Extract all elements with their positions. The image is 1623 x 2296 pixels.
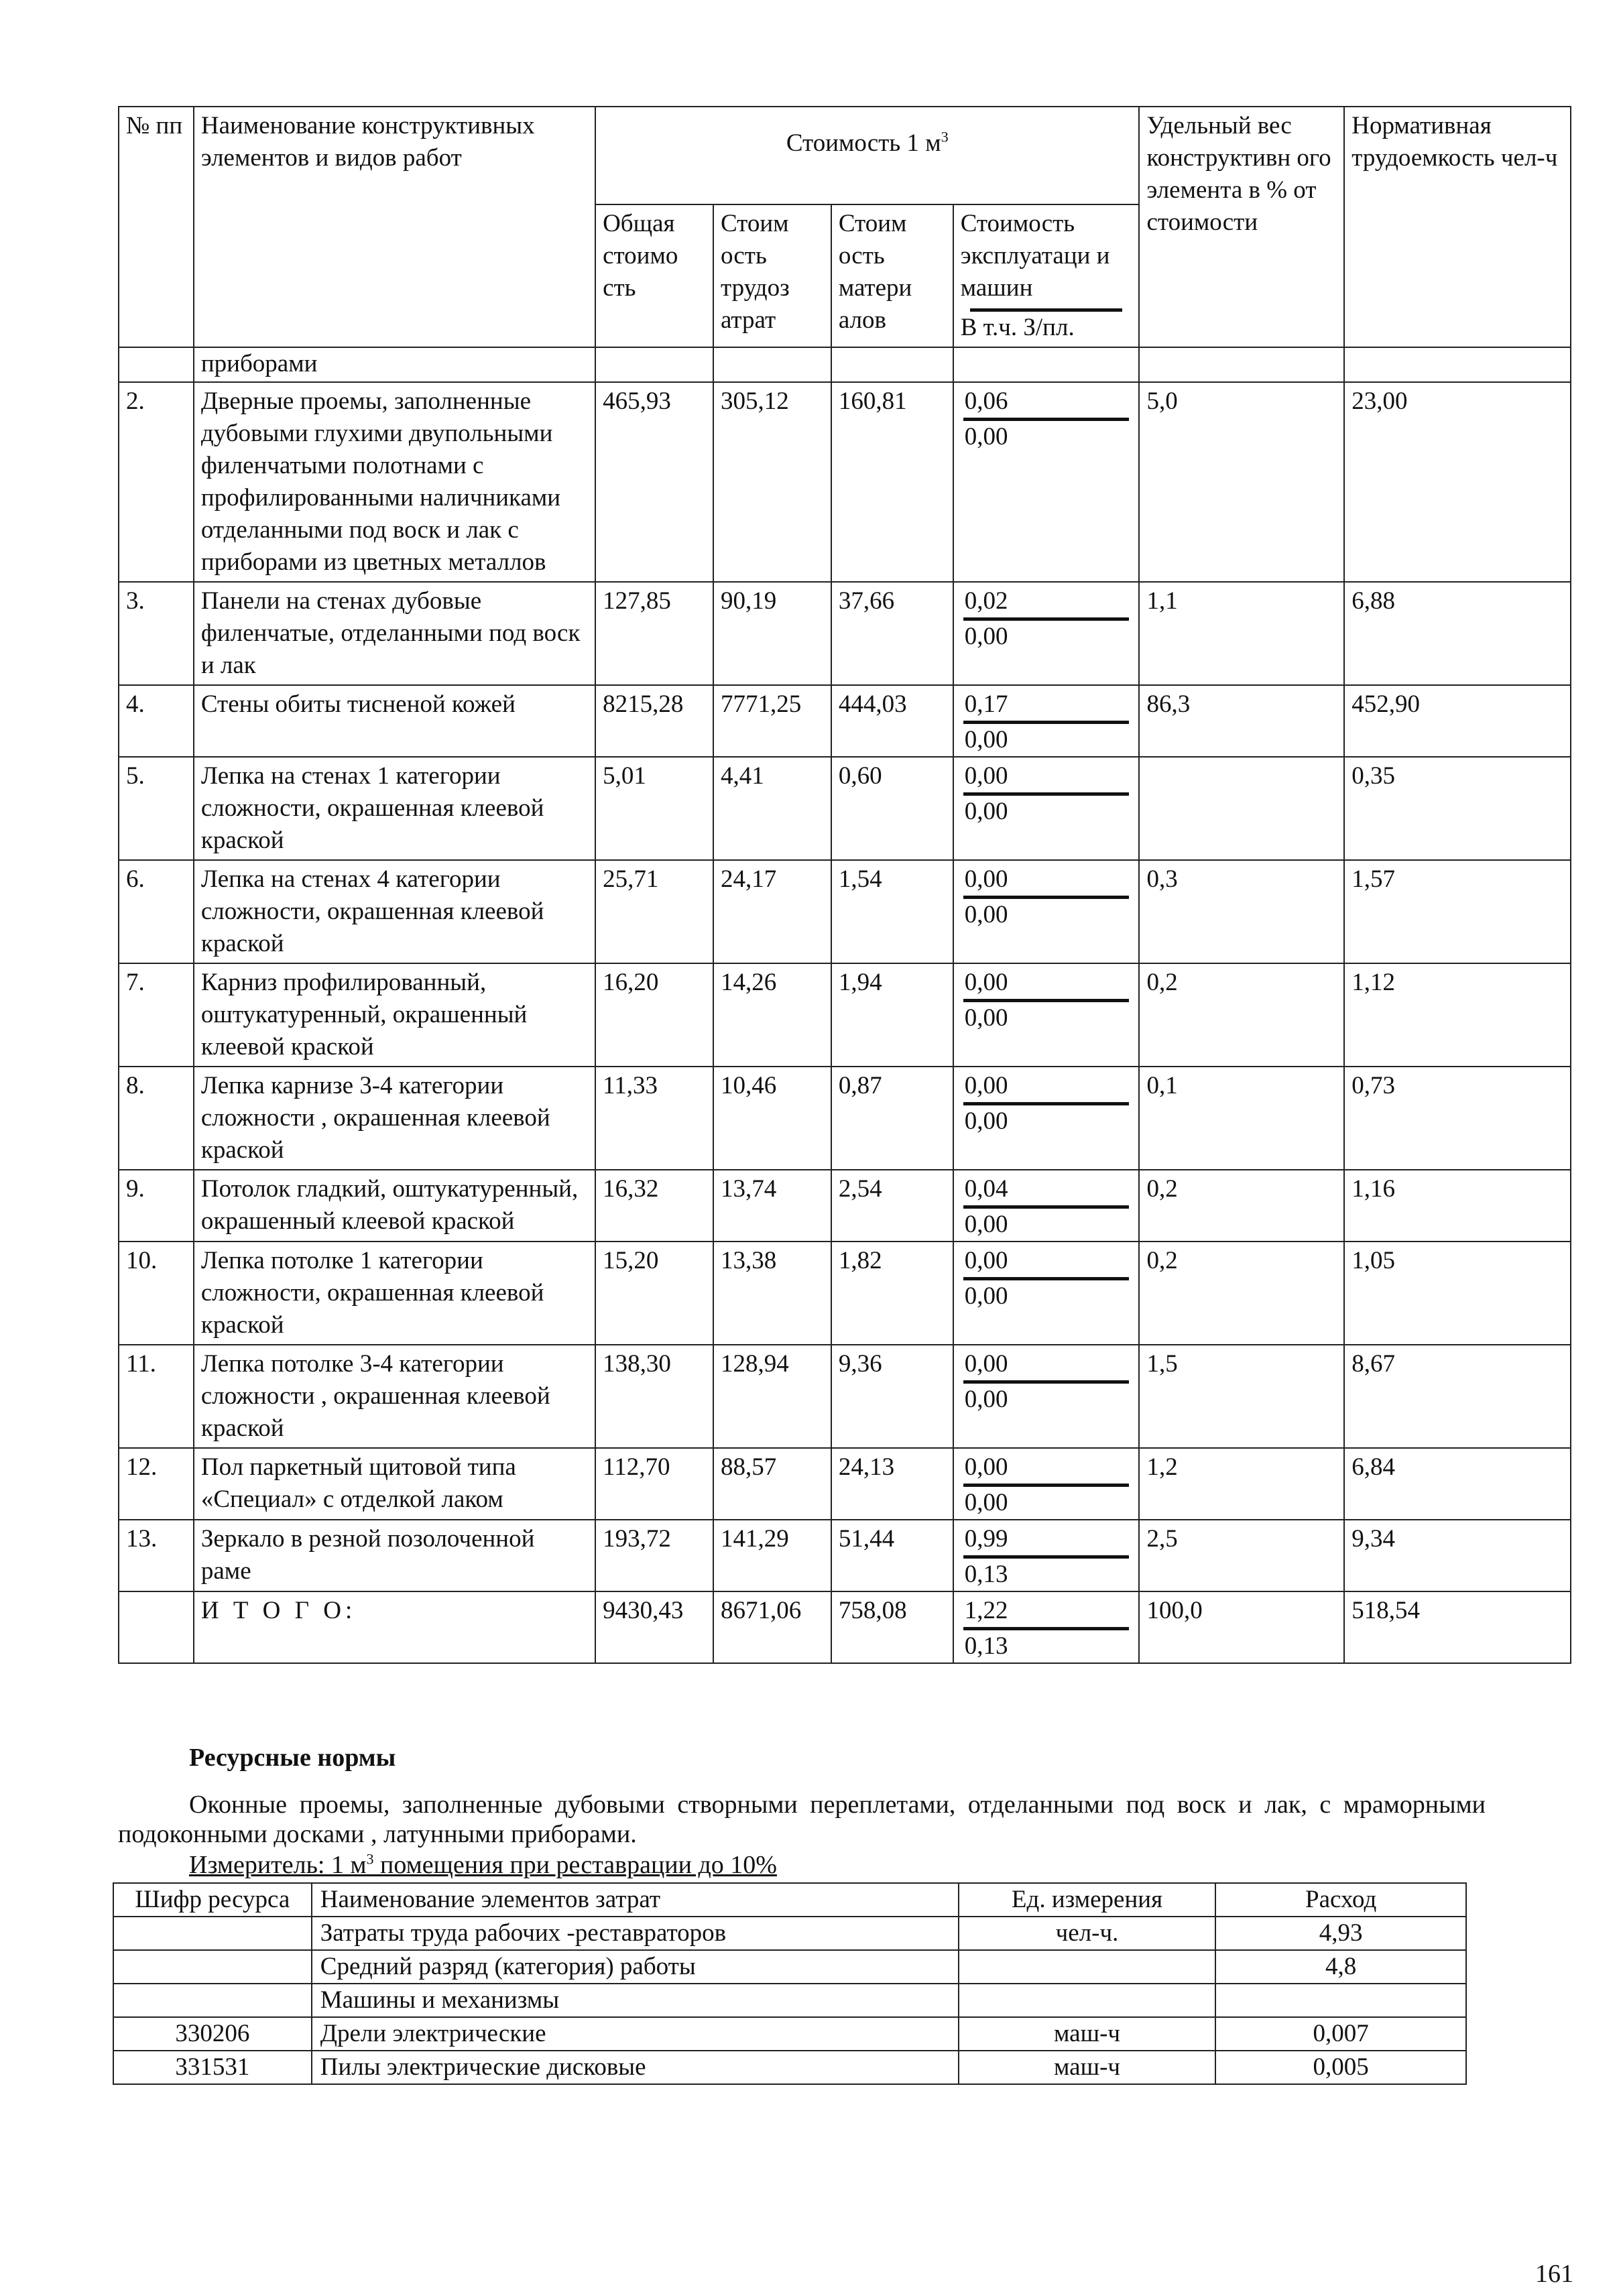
row-labor-norm: 1,16 [1344,1170,1571,1242]
row-labor-cost: 14,26 [713,963,831,1067]
resource-amount: 4,93 [1215,1917,1466,1950]
row-operation-cost [953,685,1140,757]
header-labor-norm: Нормативная трудоемкость чел-ч [1344,107,1571,347]
row-weight: 0,1 [1139,1067,1344,1170]
row-num: 6. [119,860,194,963]
resource-row [113,2017,1466,2051]
row-labor-norm: 6,84 [1344,1448,1571,1520]
row-weight: 1,1 [1139,582,1344,685]
row-labor-norm: 6,88 [1344,582,1571,685]
row-operation-value: 0,00 [964,865,1008,893]
row-labor-norm: 452,90 [1344,685,1571,757]
row-num: 11. [119,1345,194,1448]
row-operation-value: 0,06 [964,387,1008,415]
row-weight: 86,3 [1139,685,1344,757]
row-materials-cost: 160,81 [831,382,953,582]
row-operation-cost [953,582,1140,685]
row-total-cost: 5,01 [595,757,713,860]
row-operation-wage: 0,00 [964,901,1008,928]
table-row [119,860,1571,963]
table-row [119,1170,1571,1242]
row-operation-value: 0,00 [964,969,1008,996]
row-total-cost: 25,71 [595,860,713,963]
row-materials-cost: 444,03 [831,685,953,757]
row-labor-cost: 13,74 [713,1170,831,1242]
continuation-num [119,347,194,382]
row-num: 12. [119,1448,194,1520]
row-operation-cost [953,1345,1140,1448]
row-num: 4. [119,685,194,757]
row-operation-cost [953,1242,1140,1345]
row-name: Панели на стенах дубовые филенчатые, отделанными под воск и лак [194,582,595,685]
page-number: 161 [1535,2260,1573,2288]
row-labor-cost: 90,19 [713,582,831,685]
continuation-text: приборами [194,347,595,382]
resource-name: Средний разряд (категория) работы [312,1950,959,1984]
row-labor-cost: 4,41 [713,757,831,860]
row-name: Лепка потолке 3-4 категории сложности , окрашенная клеевой краской [194,1345,595,1448]
row-labor-norm: 0,73 [1344,1067,1571,1170]
row-labor-cost: 7771,25 [713,685,831,757]
row-weight: 1,5 [1139,1345,1344,1448]
row-num: 8. [119,1067,194,1170]
row-operation-value: 1,22 [964,1597,1008,1624]
resource-name: Пилы электрические дисковые [312,2051,959,2084]
row-materials-cost: 0,87 [831,1067,953,1170]
row-num: 13. [119,1520,194,1591]
cost-table-body [119,347,1571,1663]
row-operation-cost [953,1591,1140,1663]
row-labor-cost: 128,94 [713,1345,831,1448]
row-operation-cost [953,1170,1140,1242]
row-total-cost: 112,70 [595,1448,713,1520]
row-labor-cost: 10,46 [713,1067,831,1170]
resource-unit: маш-ч [959,2051,1216,2084]
header-row-1 [119,107,1571,204]
row-operation-value: 0,00 [964,1453,1008,1481]
row-materials-cost: 2,54 [831,1170,953,1242]
row-name: Пол паркетный щитовой типа «Специал» с отделкой лаком [194,1448,595,1520]
resource-code [113,1950,312,1984]
table-row [119,685,1571,757]
row-name: Зеркало в резной позолоченной раме [194,1520,595,1591]
row-labor-norm: 9,34 [1344,1520,1571,1591]
row-operation-cost [953,757,1140,860]
row-materials-cost: 37,66 [831,582,953,685]
resource-header-unit: Ед. измерения [959,1883,1216,1917]
row-operation-cost [953,382,1140,582]
row-labor-cost: 24,17 [713,860,831,963]
row-operation-wage: 0,00 [964,1489,1008,1516]
row-operation-value: 0,00 [964,762,1008,790]
resource-amount: 4,8 [1215,1950,1466,1984]
header-weight: Удельный вес конструктивн ого элемента в % от стоимости [1139,107,1344,347]
row-operation-value: 0,17 [964,690,1008,718]
row-operation-wage: 0,13 [964,1632,1008,1660]
row-materials-cost: 24,13 [831,1448,953,1520]
row-materials-cost: 1,94 [831,963,953,1067]
row-labor-cost: 141,29 [713,1520,831,1591]
resource-code [113,1917,312,1950]
row-operation-wage: 0,00 [964,423,1008,450]
resource-name: Затраты труда рабочих -реставраторов [312,1917,959,1950]
row-weight: 0,2 [1139,963,1344,1067]
row-operation-cost [953,860,1140,963]
row-labor-norm: 1,05 [1344,1242,1571,1345]
row-labor-norm: 1,12 [1344,963,1571,1067]
resource-unit [959,1950,1216,1984]
header-operation [953,204,1140,347]
resource-header-name: Наименование элементов затрат [312,1883,959,1917]
header-total: Общая стоимо сть [595,204,713,347]
resource-name: Машины и механизмы [312,1984,959,2017]
resource-table [113,1882,1467,2085]
row-total-cost: 15,20 [595,1242,713,1345]
row-materials-cost: 0,60 [831,757,953,860]
header-labor: Стоим ость трудоз атрат [713,204,831,347]
row-total-cost: 8215,28 [595,685,713,757]
row-operation-wage: 0,00 [964,1386,1008,1413]
row-labor-norm: 8,67 [1344,1345,1571,1448]
table-row [119,963,1571,1067]
row-operation-value: 0,04 [964,1175,1008,1203]
row-operation-value: 0,02 [964,587,1008,615]
resource-amount [1215,1984,1466,2017]
row-operation-wage: 0,00 [964,1282,1008,1310]
row-labor-norm: 0,35 [1344,757,1571,860]
row-name: Лепка карнизе 3-4 категории сложности , окрашенная клеевой краской [194,1067,595,1170]
row-weight: 0,2 [1139,1242,1344,1345]
resource-header-row [113,1883,1466,1917]
row-num: 5. [119,757,194,860]
row-total-cost: 16,32 [595,1170,713,1242]
resource-row [113,1950,1466,1984]
resource-row [113,2051,1466,2084]
resource-amount: 0,005 [1215,2051,1466,2084]
row-operation-value: 0,00 [964,1350,1008,1378]
header-operation-sub: В т.ч. З/пл. [960,314,1075,341]
row-total-cost: 16,20 [595,963,713,1067]
row-labor-norm: 518,54 [1344,1591,1571,1663]
row-labor-cost: 305,12 [713,382,831,582]
header-materials: Стоим ость матери алов [831,204,953,347]
row-operation-cost [953,1448,1140,1520]
table-row [119,1067,1571,1170]
row-materials-cost: 51,44 [831,1520,953,1591]
row-operation-wage: 0,00 [964,1004,1008,1032]
row-labor-cost: 88,57 [713,1448,831,1520]
row-name: Стены обиты тисненой кожей [194,685,595,757]
row-name: Потолок гладкий, оштукатуренный, окрашенный клеевой краской [194,1170,595,1242]
table-row [119,382,1571,582]
row-weight: 1,2 [1139,1448,1344,1520]
resource-amount: 0,007 [1215,2017,1466,2051]
row-materials-cost: 1,82 [831,1242,953,1345]
resource-row [113,1984,1466,2017]
row-name: Лепка потолке 1 категории сложности, окрашенная клеевой краской [194,1242,595,1345]
resource-table-body [113,1917,1466,2084]
row-name: Лепка на стенах 1 категории сложности, окрашенная клеевой краской [194,757,595,860]
row-total-cost: 9430,43 [595,1591,713,1663]
row-operation-wage: 0,00 [964,798,1008,825]
row-weight: 100,0 [1139,1591,1344,1663]
row-weight: 2,5 [1139,1520,1344,1591]
resource-code: 331531 [113,2051,312,2084]
row-operation-wage: 0,00 [964,623,1008,650]
row-materials-cost: 758,08 [831,1591,953,1663]
resource-name: Дрели электрические [312,2017,959,2051]
resource-unit: чел-ч. [959,1917,1216,1950]
table-row [119,1345,1571,1448]
row-labor-cost: 8671,06 [713,1591,831,1663]
row-materials-cost: 1,54 [831,860,953,963]
row-operation-wage: 0,00 [964,1107,1008,1135]
row-total-cost: 138,30 [595,1345,713,1448]
row-operation-cost [953,1067,1140,1170]
row-operation-value: 0,00 [964,1072,1008,1099]
row-weight: 5,0 [1139,382,1344,582]
row-name: Карниз профилированный, оштукатуренный, окрашенный клеевой краской [194,963,595,1067]
row-name: Дверные проемы, заполненные дубовыми глухими двупольными филенчатыми полотнами с профилированными наличниками отделанными под воск и лак с приборами из цветных металлов [194,382,595,582]
row-total-cost: 193,72 [595,1520,713,1591]
header-operation-text: Стоимость эксплуатаци и машин [960,210,1110,302]
resource-header-code: Шифр ресурса [113,1883,312,1917]
header-cost-group-text: Стоимость 1 м [786,129,941,157]
row-weight: 0,2 [1139,1170,1344,1242]
resource-measure: Измеритель: 1 $м^3$ помещения при реставрации до 10% [189,1850,777,1879]
table-row [119,1448,1571,1520]
row-labor-norm: 23,00 [1344,382,1571,582]
row-weight [1139,757,1344,860]
resource-code [113,1984,312,2017]
row-operation-wage: 0,00 [964,726,1008,753]
row-name: Лепка на стенах 4 категории сложности, окрашенная клеевой краской [194,860,595,963]
row-name: И Т О Г О: [194,1591,595,1663]
resource-description [118,1790,1486,1849]
resource-header-amount: Расход [1215,1883,1466,1917]
resource-code: 330206 [113,2017,312,2051]
row-operation-cost [953,1520,1140,1591]
resource-row [113,1917,1466,1950]
total-row [119,1591,1571,1663]
row-num: 9. [119,1170,194,1242]
row-operation-wage: 0,13 [964,1561,1008,1588]
row-weight: 0,3 [1139,860,1344,963]
row-operation-value: 0,00 [964,1247,1008,1274]
cost-table [118,106,1571,1664]
row-num [119,1591,194,1663]
resource-heading: Ресурсные нормы [189,1744,396,1772]
table-row [119,1520,1571,1591]
row-num: 10. [119,1242,194,1345]
row-total-cost: 127,85 [595,582,713,685]
row-operation-wage: 0,00 [964,1211,1008,1238]
header-cost-group-sup: 3 [941,128,949,145]
row-operation-cost [953,963,1140,1067]
row-labor-norm: 1,57 [1344,860,1571,963]
row-total-cost: 11,33 [595,1067,713,1170]
resource-unit [959,1984,1216,2017]
continuation-row [119,347,1571,382]
row-labor-cost: 13,38 [713,1242,831,1345]
table-row [119,1242,1571,1345]
row-materials-cost: 9,36 [831,1345,953,1448]
header-name: Наименование конструктивных элементов и видов работ [194,107,595,347]
header-cost-group [595,107,1139,204]
resource-unit: маш-ч [959,2017,1216,2051]
row-num: 2. [119,382,194,582]
table-row [119,757,1571,860]
row-num: 3. [119,582,194,685]
row-total-cost: 465,93 [595,382,713,582]
header-num: № пп [119,107,194,347]
table-row [119,582,1571,685]
row-num: 7. [119,963,194,1067]
resource-description-text: Оконные проемы, заполненные дубовыми створными переплетами, отделанными под воск и лак, с мраморными подоконными досками , латунными приборами. [118,1791,1486,1848]
row-operation-value: 0,99 [964,1525,1008,1553]
